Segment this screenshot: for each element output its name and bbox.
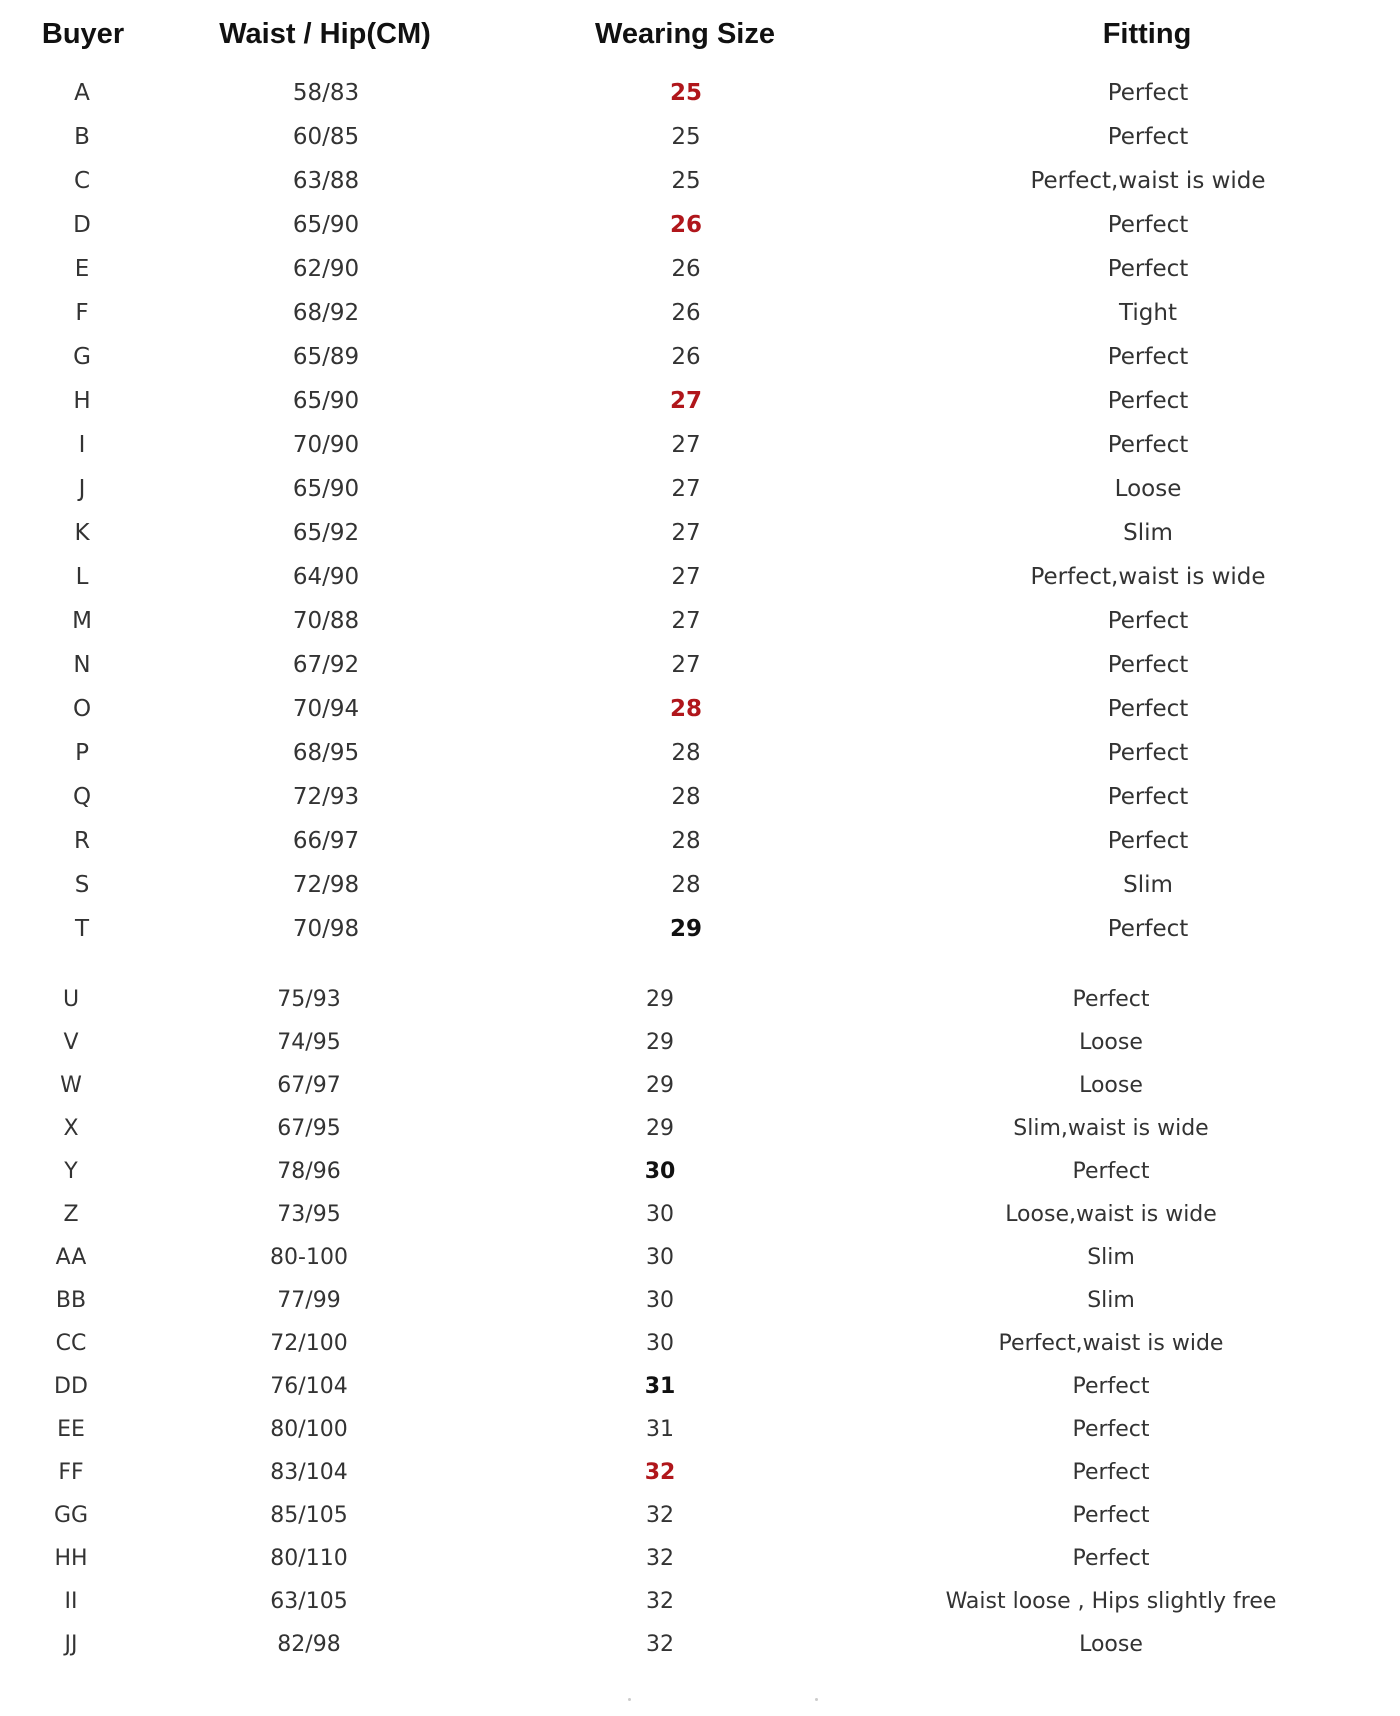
fitting-cell: Perfect — [1072, 987, 1150, 1012]
table-row — [0, 1455, 1400, 1491]
table-row — [0, 1068, 1400, 1104]
footer-dot — [628, 1698, 631, 1701]
fitting-cell: Perfect — [1107, 916, 1189, 942]
wearing-size-cell: 30 — [646, 1288, 674, 1313]
wearing-size-cell: 30 — [646, 1245, 674, 1270]
fitting-cell: Loose,waist is wide — [1005, 1202, 1217, 1227]
wearing-size-cell: 32 — [646, 1546, 674, 1571]
wearing-size-cell: 29 — [669, 916, 703, 942]
table-row — [0, 911, 1400, 947]
buyer-cell: II — [64, 1589, 78, 1614]
wearing-size-cell: 28 — [671, 784, 701, 810]
buyer-cell: A — [74, 80, 90, 106]
waist-hip-cell: 85/105 — [270, 1503, 348, 1528]
fitting-cell: Perfect — [1107, 388, 1189, 414]
table-row — [0, 1283, 1400, 1319]
header-buyer: Buyer — [41, 18, 125, 50]
fitting-cell: Perfect — [1107, 80, 1189, 106]
table-row — [0, 823, 1400, 859]
buyer-cell: C — [73, 168, 91, 194]
fitting-cell: Perfect,waist is wide — [998, 1331, 1224, 1356]
buyer-cell: X — [63, 1116, 79, 1141]
waist-hip-cell: 64/90 — [292, 564, 360, 590]
waist-hip-cell: 62/90 — [292, 256, 360, 282]
table-row — [0, 559, 1400, 595]
waist-hip-cell: 66/97 — [292, 828, 360, 854]
table-row — [0, 1240, 1400, 1276]
waist-hip-cell: 72/93 — [292, 784, 360, 810]
wearing-size-cell: 26 — [671, 344, 701, 370]
waist-hip-cell: 63/105 — [270, 1589, 348, 1614]
fitting-cell: Slim,waist is wide — [1013, 1116, 1209, 1141]
fitting-cell: Perfect — [1107, 124, 1189, 150]
fitting-cell: Perfect — [1072, 1546, 1150, 1571]
waist-hip-cell: 77/99 — [277, 1288, 341, 1313]
wearing-size-cell: 27 — [671, 564, 701, 590]
buyer-cell: GG — [53, 1503, 89, 1528]
buyer-cell: G — [73, 344, 91, 370]
fitting-cell: Tight — [1119, 300, 1177, 326]
table-row — [0, 515, 1400, 551]
waist-hip-cell: 72/100 — [270, 1331, 348, 1356]
fitting-cell: Perfect — [1072, 1159, 1150, 1184]
wearing-size-cell: 26 — [671, 256, 701, 282]
fitting-cell: Perfect — [1072, 1417, 1150, 1442]
buyer-cell: J — [78, 476, 86, 502]
table-row — [0, 1412, 1400, 1448]
table-row — [0, 427, 1400, 463]
fitting-cell: Perfect — [1107, 828, 1189, 854]
wearing-size-cell: 30 — [646, 1202, 674, 1227]
table-header — [0, 18, 1400, 58]
wearing-size-cell: 31 — [644, 1374, 676, 1399]
table-row — [0, 779, 1400, 815]
table-row — [0, 1584, 1400, 1620]
wearing-size-cell: 32 — [646, 1589, 674, 1614]
buyer-cell: U — [62, 987, 80, 1012]
wearing-size-cell: 27 — [671, 520, 701, 546]
waist-hip-cell: 75/93 — [277, 987, 341, 1012]
table-row — [0, 339, 1400, 375]
table-row — [0, 603, 1400, 639]
header-fitting: Fitting — [1102, 18, 1192, 50]
wearing-size-cell: 29 — [646, 1073, 674, 1098]
wearing-size-cell: 27 — [671, 608, 701, 634]
fitting-cell: Perfect — [1107, 432, 1189, 458]
table-row — [0, 1541, 1400, 1577]
buyer-cell: BB — [55, 1288, 87, 1313]
wearing-size-cell: 26 — [671, 300, 701, 326]
table-row — [0, 163, 1400, 199]
wearing-size-cell: 25 — [671, 168, 701, 194]
table-row — [0, 75, 1400, 111]
waist-hip-cell: 70/90 — [292, 432, 360, 458]
waist-hip-cell: 76/104 — [270, 1374, 348, 1399]
fitting-cell: Perfect — [1107, 212, 1189, 238]
buyer-cell: N — [73, 652, 91, 678]
wearing-size-cell: 29 — [646, 1030, 674, 1055]
waist-hip-cell: 78/96 — [277, 1159, 341, 1184]
buyer-cell: EE — [57, 1417, 85, 1442]
buyer-cell: W — [60, 1073, 82, 1098]
buyer-cell: T — [74, 916, 90, 942]
buyer-cell: I — [78, 432, 86, 458]
wearing-size-cell: 28 — [671, 872, 701, 898]
table-row — [0, 1154, 1400, 1190]
table-row — [0, 867, 1400, 903]
table-row — [0, 471, 1400, 507]
wearing-size-cell: 29 — [646, 1116, 674, 1141]
wearing-size-cell: 27 — [671, 432, 701, 458]
fitting-cell: Slim — [1123, 872, 1173, 898]
waist-hip-cell: 83/104 — [270, 1460, 348, 1485]
fitting-cell: Perfect — [1107, 652, 1189, 678]
waist-hip-cell: 80/110 — [270, 1546, 348, 1571]
table-row — [0, 295, 1400, 331]
buyer-cell: JJ — [64, 1632, 78, 1657]
buyer-cell: AA — [55, 1245, 87, 1270]
buyer-cell: V — [63, 1030, 79, 1055]
wearing-size-cell: 32 — [646, 1632, 674, 1657]
waist-hip-cell: 65/89 — [292, 344, 360, 370]
waist-hip-cell: 63/88 — [292, 168, 360, 194]
fitting-cell: Slim — [1087, 1245, 1135, 1270]
table-row — [0, 691, 1400, 727]
waist-hip-cell: 70/94 — [292, 696, 360, 722]
table-row — [0, 982, 1400, 1018]
fitting-cell: Loose — [1079, 1073, 1143, 1098]
buyer-cell: P — [75, 740, 89, 766]
fitting-cell: Perfect — [1107, 740, 1189, 766]
wearing-size-cell: 27 — [669, 388, 703, 414]
table-row — [0, 207, 1400, 243]
waist-hip-cell: 80-100 — [270, 1245, 348, 1270]
waist-hip-cell: 65/90 — [292, 212, 360, 238]
table-row — [0, 1111, 1400, 1147]
wearing-size-cell: 25 — [669, 80, 703, 106]
table-row — [0, 383, 1400, 419]
buyer-cell: F — [75, 300, 89, 326]
buyer-cell: HH — [54, 1546, 88, 1571]
fitting-cell: Perfect — [1072, 1374, 1150, 1399]
buyer-cell: CC — [55, 1331, 87, 1356]
table-row — [0, 735, 1400, 771]
table-row — [0, 251, 1400, 287]
waist-hip-cell: 67/97 — [277, 1073, 341, 1098]
fitting-cell: Perfect,waist is wide — [1030, 168, 1266, 194]
waist-hip-cell: 82/98 — [277, 1632, 341, 1657]
buyer-cell: B — [74, 124, 90, 150]
fitting-cell: Loose — [1079, 1030, 1143, 1055]
waist-hip-cell: 65/92 — [292, 520, 360, 546]
table-row — [0, 1498, 1400, 1534]
table-row — [0, 119, 1400, 155]
fitting-cell: Perfect,waist is wide — [1030, 564, 1266, 590]
buyer-cell: Q — [72, 784, 92, 810]
fitting-cell: Perfect — [1107, 696, 1189, 722]
buyer-cell: Y — [64, 1159, 78, 1184]
table-row — [0, 1197, 1400, 1233]
buyer-cell: L — [75, 564, 89, 590]
table-row — [0, 1326, 1400, 1362]
fitting-cell: Waist loose , Hips slightly free — [945, 1589, 1277, 1614]
buyer-cell: M — [72, 608, 92, 634]
fitting-cell: Perfect — [1072, 1503, 1150, 1528]
buyer-cell: D — [73, 212, 91, 238]
waist-hip-cell: 65/90 — [292, 476, 360, 502]
table-row — [0, 1627, 1400, 1663]
buyer-cell: S — [74, 872, 90, 898]
buyer-cell: FF — [58, 1460, 84, 1485]
wearing-size-cell: 26 — [669, 212, 703, 238]
fitting-cell: Slim — [1087, 1288, 1135, 1313]
fitting-cell: Perfect — [1107, 256, 1189, 282]
waist-hip-cell: 72/98 — [292, 872, 360, 898]
wearing-size-cell: 28 — [669, 696, 703, 722]
buyer-cell: DD — [54, 1374, 88, 1399]
waist-hip-cell: 68/92 — [292, 300, 360, 326]
fitting-cell: Loose — [1079, 1632, 1143, 1657]
fitting-cell: Loose — [1114, 476, 1182, 502]
fitting-cell: Perfect — [1107, 784, 1189, 810]
header-waist-hip: Waist / Hip(CM) — [219, 18, 431, 50]
waist-hip-cell: 70/88 — [292, 608, 360, 634]
buyer-cell: H — [73, 388, 91, 414]
table-row — [0, 1369, 1400, 1405]
wearing-size-cell: 27 — [671, 476, 701, 502]
wearing-size-cell: 30 — [646, 1331, 674, 1356]
waist-hip-cell: 67/92 — [292, 652, 360, 678]
waist-hip-cell: 65/90 — [292, 388, 360, 414]
wearing-size-cell: 28 — [671, 828, 701, 854]
buyer-cell: E — [74, 256, 90, 282]
waist-hip-cell: 74/95 — [277, 1030, 341, 1055]
wearing-size-cell: 32 — [646, 1503, 674, 1528]
waist-hip-cell: 70/98 — [292, 916, 360, 942]
wearing-size-cell: 25 — [671, 124, 701, 150]
waist-hip-cell: 58/83 — [292, 80, 360, 106]
buyer-cell: O — [72, 696, 92, 722]
header-wearing-size: Wearing Size — [595, 18, 775, 50]
waist-hip-cell: 80/100 — [270, 1417, 348, 1442]
waist-hip-cell: 60/85 — [292, 124, 360, 150]
wearing-size-cell: 32 — [644, 1460, 676, 1485]
table-row — [0, 1025, 1400, 1061]
wearing-size-cell: 27 — [671, 652, 701, 678]
fitting-cell: Perfect — [1107, 608, 1189, 634]
table-row — [0, 647, 1400, 683]
waist-hip-cell: 67/95 — [277, 1116, 341, 1141]
fitting-cell: Perfect — [1072, 1460, 1150, 1485]
waist-hip-cell: 68/95 — [292, 740, 360, 766]
footer-dot — [815, 1698, 818, 1701]
wearing-size-cell: 28 — [671, 740, 701, 766]
buyer-cell: R — [74, 828, 90, 854]
fitting-cell: Perfect — [1107, 344, 1189, 370]
buyer-cell: K — [74, 520, 90, 546]
wearing-size-cell: 29 — [646, 987, 674, 1012]
waist-hip-cell: 73/95 — [277, 1202, 341, 1227]
footer-dots — [0, 1698, 1400, 1708]
wearing-size-cell: 30 — [644, 1159, 676, 1184]
buyer-cell: Z — [63, 1202, 79, 1227]
wearing-size-cell: 31 — [646, 1417, 674, 1442]
fitting-cell: Slim — [1123, 520, 1173, 546]
